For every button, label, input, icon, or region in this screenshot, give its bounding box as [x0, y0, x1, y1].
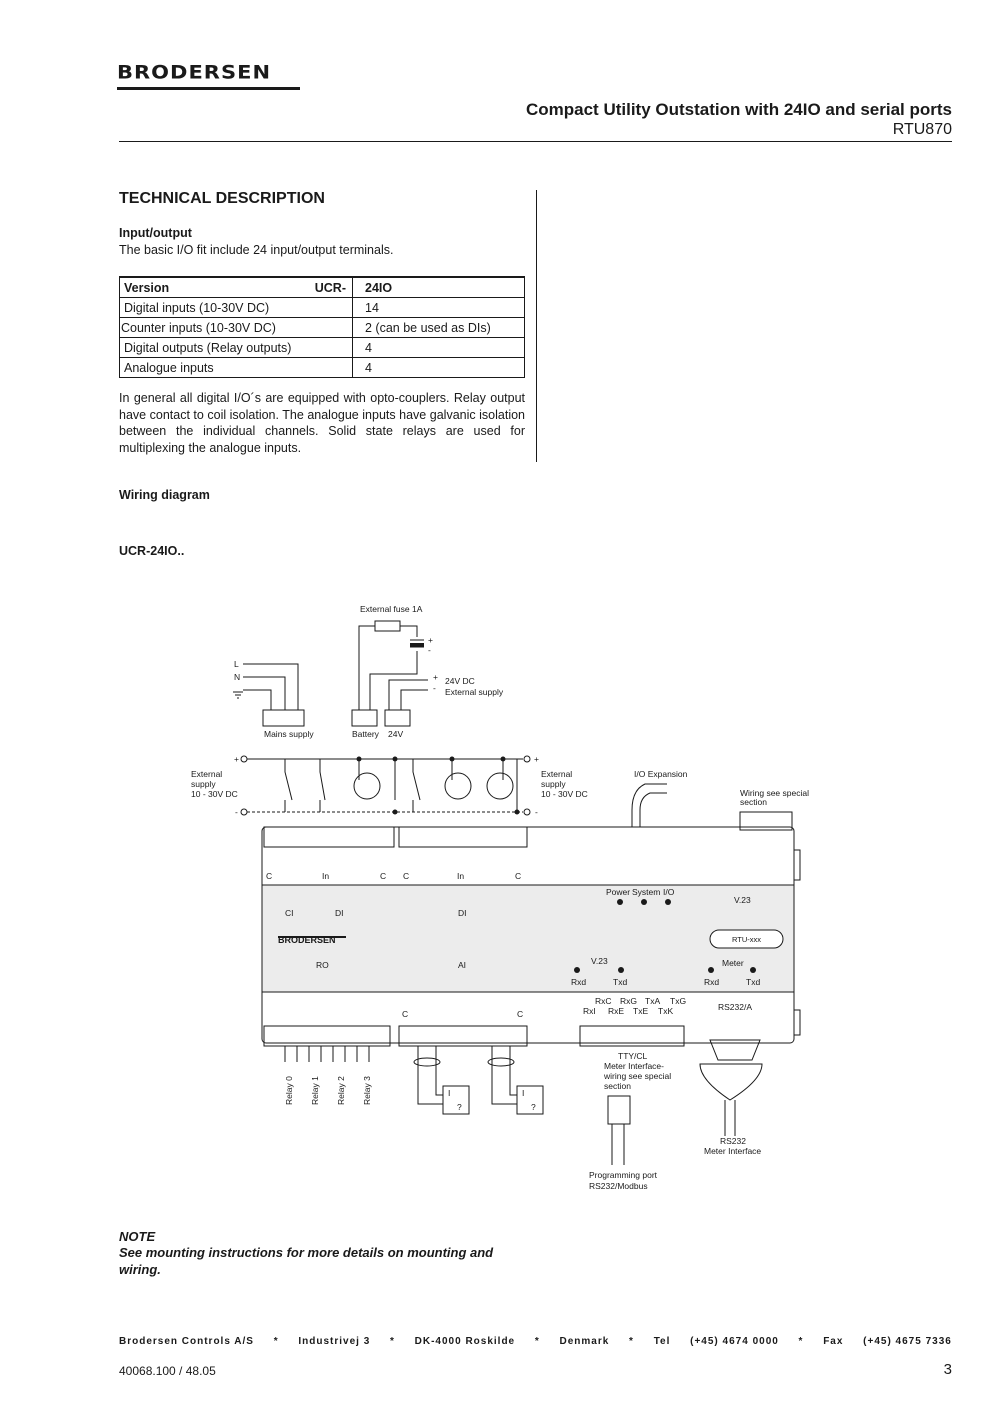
meter-if-label: Meter Interface [704, 1146, 762, 1156]
plus-label: + [534, 754, 539, 764]
note-heading: NOTE [119, 1229, 156, 1244]
power-label: Power [606, 887, 631, 897]
footer-tel-label: Tel [653, 1336, 671, 1347]
c-label: C [380, 871, 387, 881]
fuse-symbol [375, 621, 400, 631]
row-value: 2 (can be used as DIs) [353, 318, 525, 338]
rs232-label: RS232 [720, 1136, 746, 1146]
io-heading: Input/output [119, 226, 192, 240]
page-title: Compact Utility Outstation with 24IO and serial ports [525, 100, 952, 119]
meter-label: Meter [722, 958, 744, 968]
doc-number: 40068.100 / 48.05 [119, 1364, 216, 1378]
footer-city: DK-4000 Roskilde [414, 1336, 516, 1347]
ai-label: AI [458, 960, 467, 970]
ext-supply-label: External supply [445, 687, 504, 697]
footer-sep: * [273, 1336, 279, 1347]
footer-company: Brodersen Controls A/S [119, 1336, 254, 1347]
rxd-label: Rxd [571, 977, 587, 987]
ro-label: RO [316, 960, 329, 970]
di-label: DI [458, 908, 467, 918]
system-label: System [632, 887, 661, 897]
row-label: Digital inputs (10-30V DC) [120, 298, 353, 318]
rxg-label: RxG [620, 996, 637, 1006]
transmitter-q: ? [531, 1102, 536, 1112]
ext-left-1: External [191, 769, 223, 779]
c-label: C [402, 1009, 409, 1019]
di-label: DI [335, 908, 344, 918]
cl-label: CI [285, 908, 294, 918]
in-label: In [322, 871, 330, 881]
plus-label: + [433, 672, 438, 682]
minus-label: - [428, 645, 431, 655]
relay-1-label: Relay 1 [310, 1076, 320, 1105]
prog-port-1: Programming port [589, 1170, 658, 1180]
io-led-label: I/O [663, 887, 675, 897]
v23-label: V.23 [734, 895, 751, 905]
n-label: N [234, 672, 241, 682]
rtu-badge: RTU-xxx [732, 935, 762, 944]
footer-fax: (+45) 4675 7336 [863, 1336, 952, 1347]
transmitter-i: I [448, 1088, 451, 1098]
row-label: Counter inputs (10-30V DC) [120, 318, 353, 338]
rxe-label: RxE [608, 1006, 625, 1016]
row-value: 14 [353, 298, 525, 318]
in-label: In [457, 871, 465, 881]
wiring-special-1: Wiring see special [740, 788, 809, 798]
general-description: In general all digital I/O´s are equipped with opto-couplers. Relay output have contact to coil isolation. The analogue inputs have galvanic isolation between the individual channels. Solid state relays are used for multiplexing the analogue inputs. [119, 391, 525, 455]
c-label: C [515, 871, 522, 881]
relay-0-label: Relay 0 [284, 1076, 294, 1105]
minus-label: - [535, 807, 538, 817]
rs232a-label: RS232/A [718, 1002, 753, 1012]
footer-sep: * [390, 1336, 395, 1347]
txd-label: Txd [613, 977, 628, 987]
minus-label: - [235, 807, 238, 817]
version-value: 24IO [353, 277, 525, 298]
footer-fax-label: Fax [823, 1336, 844, 1347]
footer-sep: * [629, 1336, 634, 1347]
ext-left-3: 10 - 30V DC [191, 789, 238, 799]
device-brand: BRODERSEN [278, 935, 336, 945]
footer-contact [119, 1336, 952, 1347]
page-number: 3 [943, 1361, 952, 1378]
txk-label: TxK [658, 1006, 674, 1016]
transmitter-i: I [522, 1088, 525, 1098]
section-title: TECHNICAL DESCRIPTION [119, 190, 325, 207]
rxi-label: RxI [583, 1006, 596, 1016]
dc24-label: 24V DC [445, 676, 475, 686]
row-label: Digital outputs (Relay outputs) [120, 338, 353, 358]
note-text: See mounting instructions for more details on mounting and wiring. [119, 1245, 494, 1277]
row-label: Analogue inputs [120, 358, 353, 378]
transmitter-q: ? [457, 1102, 462, 1112]
battery-label: Battery [352, 729, 379, 739]
footer-sep: * [798, 1336, 804, 1347]
row-value: 4 [353, 338, 525, 358]
io-expansion-label: I/O Expansion [634, 769, 688, 779]
v24-label: 24V [388, 729, 404, 739]
rxc-label: RxC [595, 996, 612, 1006]
rxd-label: Rxd [704, 977, 720, 987]
row-value: 4 [353, 358, 525, 378]
meter-if-2: wiring see special [604, 1071, 672, 1081]
c-label: C [266, 871, 273, 881]
meter-if-3: section [604, 1081, 631, 1091]
wiring-heading: Wiring diagram [119, 488, 210, 502]
brand-logo: BRODERSEN [117, 61, 272, 83]
wiring-model: UCR-24IO.. [119, 544, 185, 558]
plus-label: + [428, 635, 433, 645]
fuse-label: External fuse 1A [360, 604, 423, 614]
txa-label: TxA [645, 996, 661, 1006]
footer-tel: (+45) 4674 0000 [690, 1336, 779, 1347]
v23-label: V.23 [591, 956, 608, 966]
plus-label: + [234, 754, 239, 764]
ext-right-3: 10 - 30V DC [541, 789, 588, 799]
version-prefix: UCR- [314, 280, 346, 295]
l-label: L [234, 659, 239, 669]
c-label: C [403, 871, 410, 881]
wiring-special-2: section [740, 797, 767, 807]
txg-label: TxG [670, 996, 687, 1006]
c-label: C [517, 1009, 524, 1019]
footer-street: Industrivej 3 [298, 1336, 371, 1347]
txe-label: TxE [633, 1006, 649, 1016]
relay-3-label: Relay 3 [362, 1076, 372, 1105]
tty-label: TTY/CL [618, 1051, 648, 1061]
mains-label: Mains supply [264, 729, 314, 739]
prog-port-2: RS232/Modbus [589, 1181, 648, 1191]
minus-label: - [433, 683, 436, 693]
footer-country: Denmark [559, 1336, 610, 1347]
relay-2-label: Relay 2 [336, 1076, 346, 1105]
version-label: Version [124, 280, 170, 295]
io-intro: The basic I/O fit include 24 input/output terminals. [119, 243, 394, 257]
ext-left-2: supply [191, 779, 216, 789]
meter-if-1: Meter Interface- [604, 1061, 664, 1071]
product-code: RTU870 [892, 121, 952, 138]
ext-right-1: External [541, 769, 573, 779]
ext-right-2: supply [541, 779, 566, 789]
txd-label: Txd [746, 977, 761, 987]
footer-sep: * [534, 1336, 540, 1347]
